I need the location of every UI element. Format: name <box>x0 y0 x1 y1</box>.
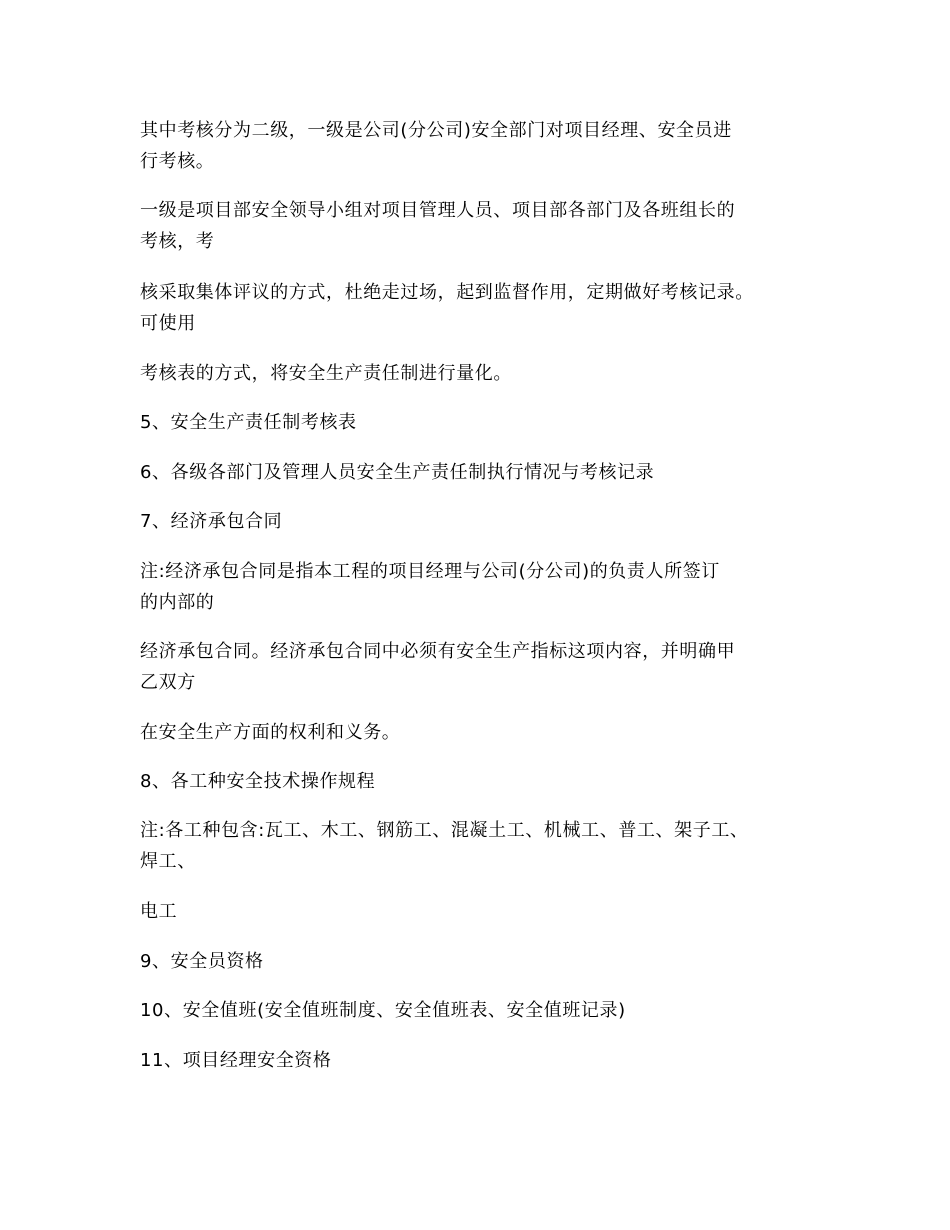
text-line: 考核，考 <box>140 231 215 252</box>
list-item-10 <box>140 995 840 1026</box>
paragraph-rights-obligations <box>140 717 840 748</box>
text-line: 电工 <box>140 901 178 922</box>
text-line: 8、各工种安全技术操作规程 <box>140 771 376 792</box>
text-line: 10、安全值班(安全值班制度、安全值班表、安全值班记录) <box>140 1000 626 1021</box>
paragraph-quantification <box>140 358 840 389</box>
list-item-6 <box>140 457 840 488</box>
text-line: 7、经济承包合同 <box>140 511 283 532</box>
list-item-11 <box>140 1045 840 1076</box>
text-line: 的内部的 <box>140 592 215 613</box>
text-line: 焊工、 <box>140 851 196 872</box>
list-item-5 <box>140 407 840 438</box>
paragraph-contract-content <box>140 636 840 698</box>
text-line: 11、项目经理安全资格 <box>140 1050 332 1071</box>
note-contract <box>140 556 840 618</box>
text-line: 注:各工种包含:瓦工、木工、钢筋工、混凝土工、机械工、普工、架子工、 <box>140 820 749 841</box>
note-trades <box>140 815 840 877</box>
text-line: 乙双方 <box>140 672 196 693</box>
paragraph-collective-review <box>140 277 840 339</box>
paragraph-assessment-levels <box>140 115 840 177</box>
list-item-9 <box>140 946 840 977</box>
text-line: 核采取集体评议的方式，杜绝走过场，起到监督作用，定期做好考核记录。 <box>140 282 754 303</box>
text-line: 6、各级各部门及管理人员安全生产责任制执行情况与考核记录 <box>140 462 655 483</box>
text-line: 5、安全生产责任制考核表 <box>140 412 357 433</box>
text-line: 一级是项目部安全领导小组对项目管理人员、项目部各部门及各班组长的 <box>140 200 736 221</box>
text-line: 其中考核分为二级，一级是公司(分公司)安全部门对项目经理、安全员进 <box>140 120 732 141</box>
text-line: 在安全生产方面的权利和义务。 <box>140 722 401 743</box>
text-line: 可使用 <box>140 313 196 334</box>
text-line: 经济承包合同。经济承包合同中必须有安全生产指标这项内容，并明确甲 <box>140 641 736 662</box>
text-line: 9、安全员资格 <box>140 951 264 972</box>
list-item-7 <box>140 506 840 537</box>
text-line: 行考核。 <box>140 151 215 172</box>
text-line: 注:经济承包合同是指本工程的项目经理与公司(分公司)的负责人所签订 <box>140 561 720 582</box>
text-line: 考核表的方式，将安全生产责任制进行量化。 <box>140 363 512 384</box>
list-item-8 <box>140 766 840 797</box>
paragraph-project-leadership <box>140 195 840 257</box>
paragraph-electrician <box>140 896 840 927</box>
